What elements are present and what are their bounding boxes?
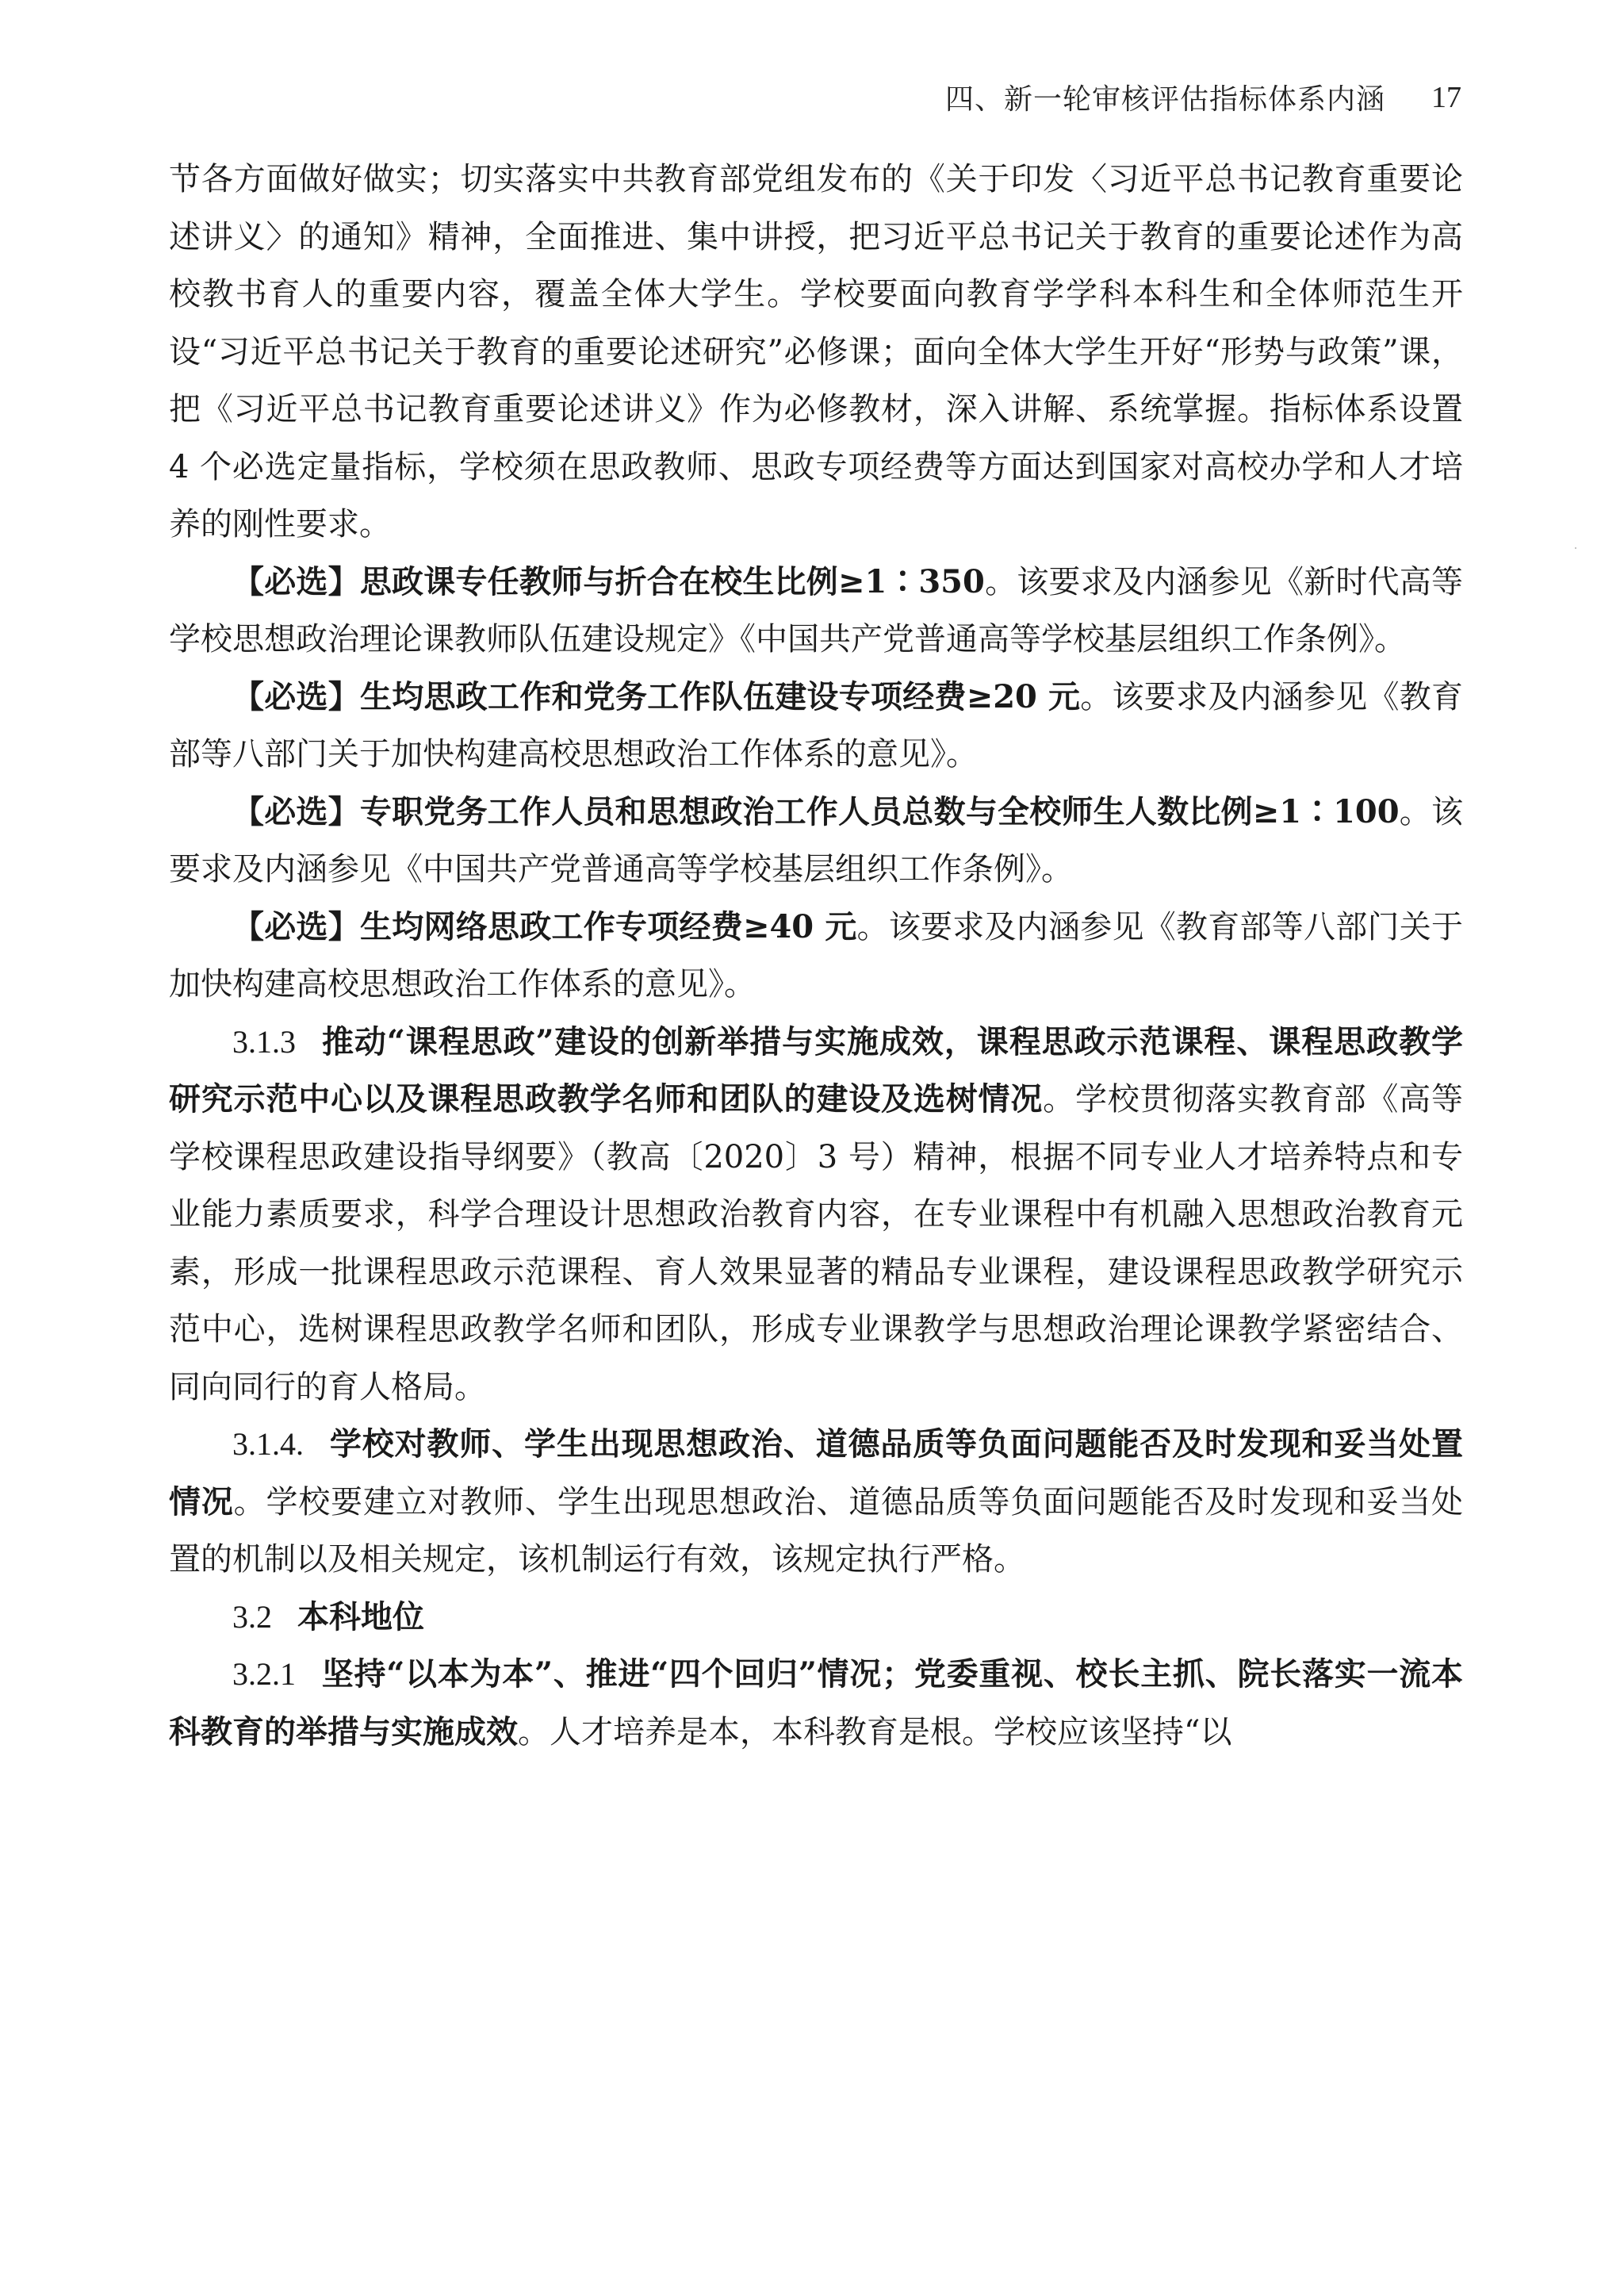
section-3-1-4: [169, 1416, 1463, 1589]
body-text: [169, 151, 1463, 1761]
requirement-4-title: 生均网络思政工作专项经费≥40 元: [360, 907, 857, 945]
section-3-1-3-title: 推动“课程思政”建设的创新举措与实施成效，课程思政示范课程、课程思政教学研究示范中心以及课程思政教学名师和团队的建设及选树情况: [169, 1022, 1463, 1118]
requirement-1-text: 。该要求及内涵参见《新时代高等学校思想政治理论课教师队伍建设规定》《中国共产党普通高等学校基层组织工作条例》。: [169, 563, 1464, 658]
requirement-3-title: 专职党务工作人员和思想政治工作人员总数与全校师生人数比例≥1∶100: [359, 792, 1400, 830]
section-3-2-1-title: 坚持“以本为本”、推进“四个回归”情况；党委重视、校长主抓、院长落实一流本科教育的举措与实施成效: [169, 1655, 1463, 1750]
requirement-4-text: 。该要求及内涵参见《教育部等八部门关于加快构建高校思想政治工作体系的意见》。: [169, 908, 1464, 1003]
section-number: 3.2: [232, 1598, 272, 1635]
required-tag: 【必选】: [232, 562, 360, 600]
section-3-1-3-text: 。学校贯彻落实教育部《高等学校课程思政建设指导纲要》（教高〔2020〕3 号）精神，根据不同专业人才培养特点和专业能力素质要求，科学合理设计思想政治教育内容，在专业课程中有机融入思想政治教育元素，形成一批课程思政示范课程、育人效果显著的精品专业课程，建设课程思政教学研究示范中心，选树课程思政教学名师和团队，形成专业课教学与思想政治理论课教学紧密结合、同向同行的育人格局。: [169, 1081, 1464, 1405]
section-3-2-1-text: 。人才培养是本，本科教育是根。学校应该坚持“以: [518, 1713, 1232, 1750]
section-number: 3.1.3: [232, 1023, 296, 1060]
section-3-1-4-text: 。学校要建立对教师、学生出现思想政治、道德品质等负面问题能否及时发现和妥当处置的机制以及相关规定，该机制运行有效，该规定执行严格。: [169, 1483, 1464, 1578]
required-tag: 【必选】: [232, 792, 360, 830]
section-3-2-1: [169, 1646, 1463, 1761]
requirement-1: [169, 554, 1463, 669]
requirement-1-title: 思政课专任教师与折合在校生比例≥1∶350: [359, 562, 985, 600]
page-number: 17: [1431, 80, 1461, 114]
section-3-1-3: [169, 1014, 1463, 1417]
requirement-4: [169, 899, 1463, 1014]
header-title: 四、新一轮审核评估指标体系内涵: [944, 83, 1385, 116]
requirement-2: [169, 669, 1463, 784]
required-tag: 【必选】: [232, 907, 360, 945]
required-tag: 【必选】: [232, 677, 360, 715]
scan-speck: [1575, 547, 1576, 549]
section-number: 3.1.4.: [232, 1426, 304, 1462]
requirement-2-title: 生均思政工作和党务工作队伍建设专项经费≥20 元: [360, 677, 1081, 715]
section-3-2-title: 本科地位: [297, 1597, 424, 1635]
requirement-2-text: 。该要求及内涵参见《教育部等八部门关于加快构建高校思想政治工作体系的意见》。: [169, 678, 1464, 773]
requirement-3-text: 。该要求及内涵参见《中国共产党普通高等学校基层组织工作条例》。: [169, 793, 1464, 888]
running-header: [912, 75, 1461, 119]
section-3-1-4-title: 学校对教师、学生出现思想政治、道德品质等负面问题能否及时发现和妥当处置情况: [169, 1425, 1463, 1520]
section-number: 3.2.1: [232, 1656, 296, 1692]
section-3-2-heading: [169, 1589, 1463, 1647]
requirement-3: [169, 784, 1463, 899]
paragraph-continued: 节各方面做好做实；切实落实中共教育部党组发布的《关于印发〈习近平总书记教育重要论述讲义〉的通知》精神，全面推进、集中讲授，把习近平总书记关于教育的重要论述作为高校教书育人的重要内容，覆盖全体大学生。学校要面向教育学学科本科生和全体师范生开设“习近平总书记关于教育的重要论述研究”必修课；面向全体大学生开好“形势与政策”课，把《习近平总书记教育重要论述讲义》作为必修教材，深入讲解、系统掌握。指标体系设置 4 个必选定量指标，学校须在思政教师、思政专项经费等方面达到国家对高校办学和人才培养的刚性要求。: [169, 161, 1463, 543]
